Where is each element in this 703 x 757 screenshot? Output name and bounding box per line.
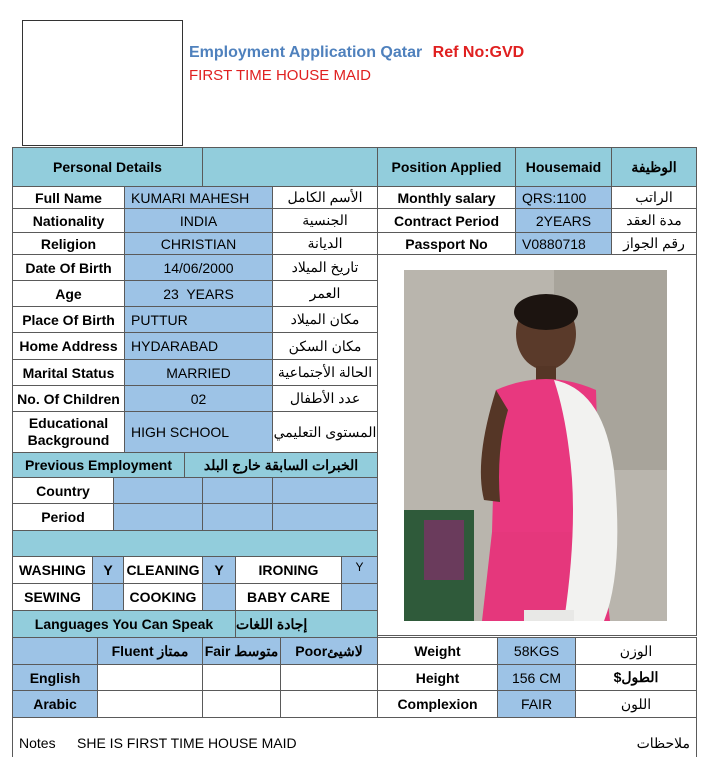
country-cell-1 — [113, 477, 203, 504]
religion-label: Religion — [12, 232, 125, 255]
cooking-value — [202, 583, 236, 611]
weight-label-ar: الوزن — [575, 637, 697, 665]
languages-header: Languages You Can Speak — [12, 610, 236, 638]
home-address-label-ar: مكان السكن — [272, 332, 378, 360]
dob-label-ar: تاريخ الميلاد — [272, 254, 378, 281]
previous-employment-header: Previous Employment — [12, 452, 185, 478]
notes-label-ar: ملاحظات — [636, 735, 690, 751]
language-scale-blank — [12, 637, 98, 665]
period-cell-3 — [272, 503, 378, 531]
nationality-label-ar: الجنسية — [272, 208, 378, 233]
passport-photo-box — [22, 20, 183, 146]
age-value: 23 YEARS — [124, 280, 273, 307]
position-applied-value: Housemaid — [515, 147, 612, 187]
sewing-value — [92, 583, 124, 611]
nationality-value: INDIA — [124, 208, 273, 233]
sewing-label: SEWING — [12, 583, 93, 611]
education-value: HIGH SCHOOL — [124, 411, 273, 453]
english-label: English — [12, 664, 98, 691]
full-name-label: Full Name — [12, 186, 125, 209]
notes-label: Notes — [19, 735, 56, 751]
washing-label: WASHING — [12, 556, 93, 584]
ironing-value: Y — [341, 556, 378, 584]
contract-period-label-ar: مدة العقد — [611, 208, 697, 233]
position-applied-label: Position Applied — [377, 147, 516, 187]
page-title-row — [189, 44, 524, 62]
children-label-ar: عدد الأطفال — [272, 385, 378, 412]
arabic-label: Arabic — [12, 690, 98, 718]
notes-text: SHE IS FIRST TIME HOUSE MAID — [77, 735, 297, 751]
monthly-salary-label: Monthly salary — [377, 186, 516, 209]
children-value: 02 — [124, 385, 273, 412]
washing-value: Y — [92, 556, 124, 584]
age-label: Age — [12, 280, 125, 307]
personal-details-header-blank — [202, 147, 378, 187]
height-label-ar: الطول$ — [575, 664, 697, 691]
education-label: Educational Background — [12, 411, 125, 453]
place-of-birth-label: Place Of Birth — [12, 306, 125, 333]
poor-label: Poorلاشيئ — [280, 637, 378, 665]
english-poor — [280, 664, 378, 691]
arabic-fair — [202, 690, 281, 718]
period-cell-1 — [113, 503, 203, 531]
height-label: Height — [377, 664, 498, 691]
nationality-label: Nationality — [12, 208, 125, 233]
arabic-fluent — [97, 690, 203, 718]
applicant-photo-illustration — [404, 270, 667, 621]
monthly-salary-label-ar: الراتب — [611, 186, 697, 209]
weight-value: 58KGS — [497, 637, 576, 665]
place-of-birth-label-ar: مكان الميلاد — [272, 306, 378, 333]
languages-header-ar: إجادة اللغات — [235, 610, 378, 638]
cleaning-label: CLEANING — [123, 556, 203, 584]
complexion-label-ar: اللون — [575, 690, 697, 718]
full-name-label-ar: الأسم الكامل — [272, 186, 378, 209]
marital-status-value: MARRIED — [124, 359, 273, 386]
applicant-photo — [404, 270, 667, 621]
marital-status-label: Marital Status — [12, 359, 125, 386]
weight-label: Weight — [377, 637, 498, 665]
dob-label: Date Of Birth — [12, 254, 125, 281]
period-label: Period — [12, 503, 114, 531]
baby-care-value — [341, 583, 378, 611]
religion-label-ar: الديانة — [272, 232, 378, 255]
fluent-label: Fluent ممتاز — [97, 637, 203, 665]
country-cell-2 — [202, 477, 273, 504]
previous-employment-header-ar: الخبرات السابقة خارج البلد — [184, 452, 378, 478]
passport-no-value: V0880718 — [515, 232, 612, 255]
height-value: 156 CM — [497, 664, 576, 691]
cleaning-value: Y — [202, 556, 236, 584]
page-title: Employment Application Qatar — [189, 44, 423, 61]
passport-no-label-ar: رقم الجواز — [611, 232, 697, 255]
passport-no-label: Passport No — [377, 232, 516, 255]
fair-label: Fair متوسط — [202, 637, 281, 665]
cooking-label: COOKING — [123, 583, 203, 611]
ironing-label: IRONING — [235, 556, 342, 584]
home-address-label: Home Address — [12, 332, 125, 360]
personal-details-header: Personal Details — [12, 147, 203, 187]
baby-care-label: BABY CARE — [235, 583, 342, 611]
monthly-salary-value: QRS:1100 — [515, 186, 612, 209]
page-subtitle: FIRST TIME HOUSE MAID — [189, 67, 371, 84]
period-cell-2 — [202, 503, 273, 531]
religion-value: CHRISTIAN — [124, 232, 273, 255]
full-name-value: KUMARI MAHESH — [124, 186, 273, 209]
age-label-ar: العمر — [272, 280, 378, 307]
country-label: Country — [12, 477, 114, 504]
complexion-label: Complexion — [377, 690, 498, 718]
position-applied-label-ar: الوظيفة — [611, 147, 697, 187]
education-label-ar: المستوى التعليمي — [272, 411, 378, 453]
children-label: No. Of Children — [12, 385, 125, 412]
english-fluent — [97, 664, 203, 691]
home-address-value: HYDARABAD — [124, 332, 273, 360]
place-of-birth-value: PUTTUR — [124, 306, 273, 333]
arabic-poor — [280, 690, 378, 718]
complexion-value: FAIR — [497, 690, 576, 718]
english-fair — [202, 664, 281, 691]
dob-value: 14/06/2000 — [124, 254, 273, 281]
contract-period-value: 2YEARS — [515, 208, 612, 233]
reference-number: Ref No:GVD — [432, 44, 525, 61]
country-cell-3 — [272, 477, 378, 504]
marital-status-label-ar: الحالة الأجتماعية — [272, 359, 378, 386]
contract-period-label: Contract Period — [377, 208, 516, 233]
spacer-row — [12, 530, 378, 557]
